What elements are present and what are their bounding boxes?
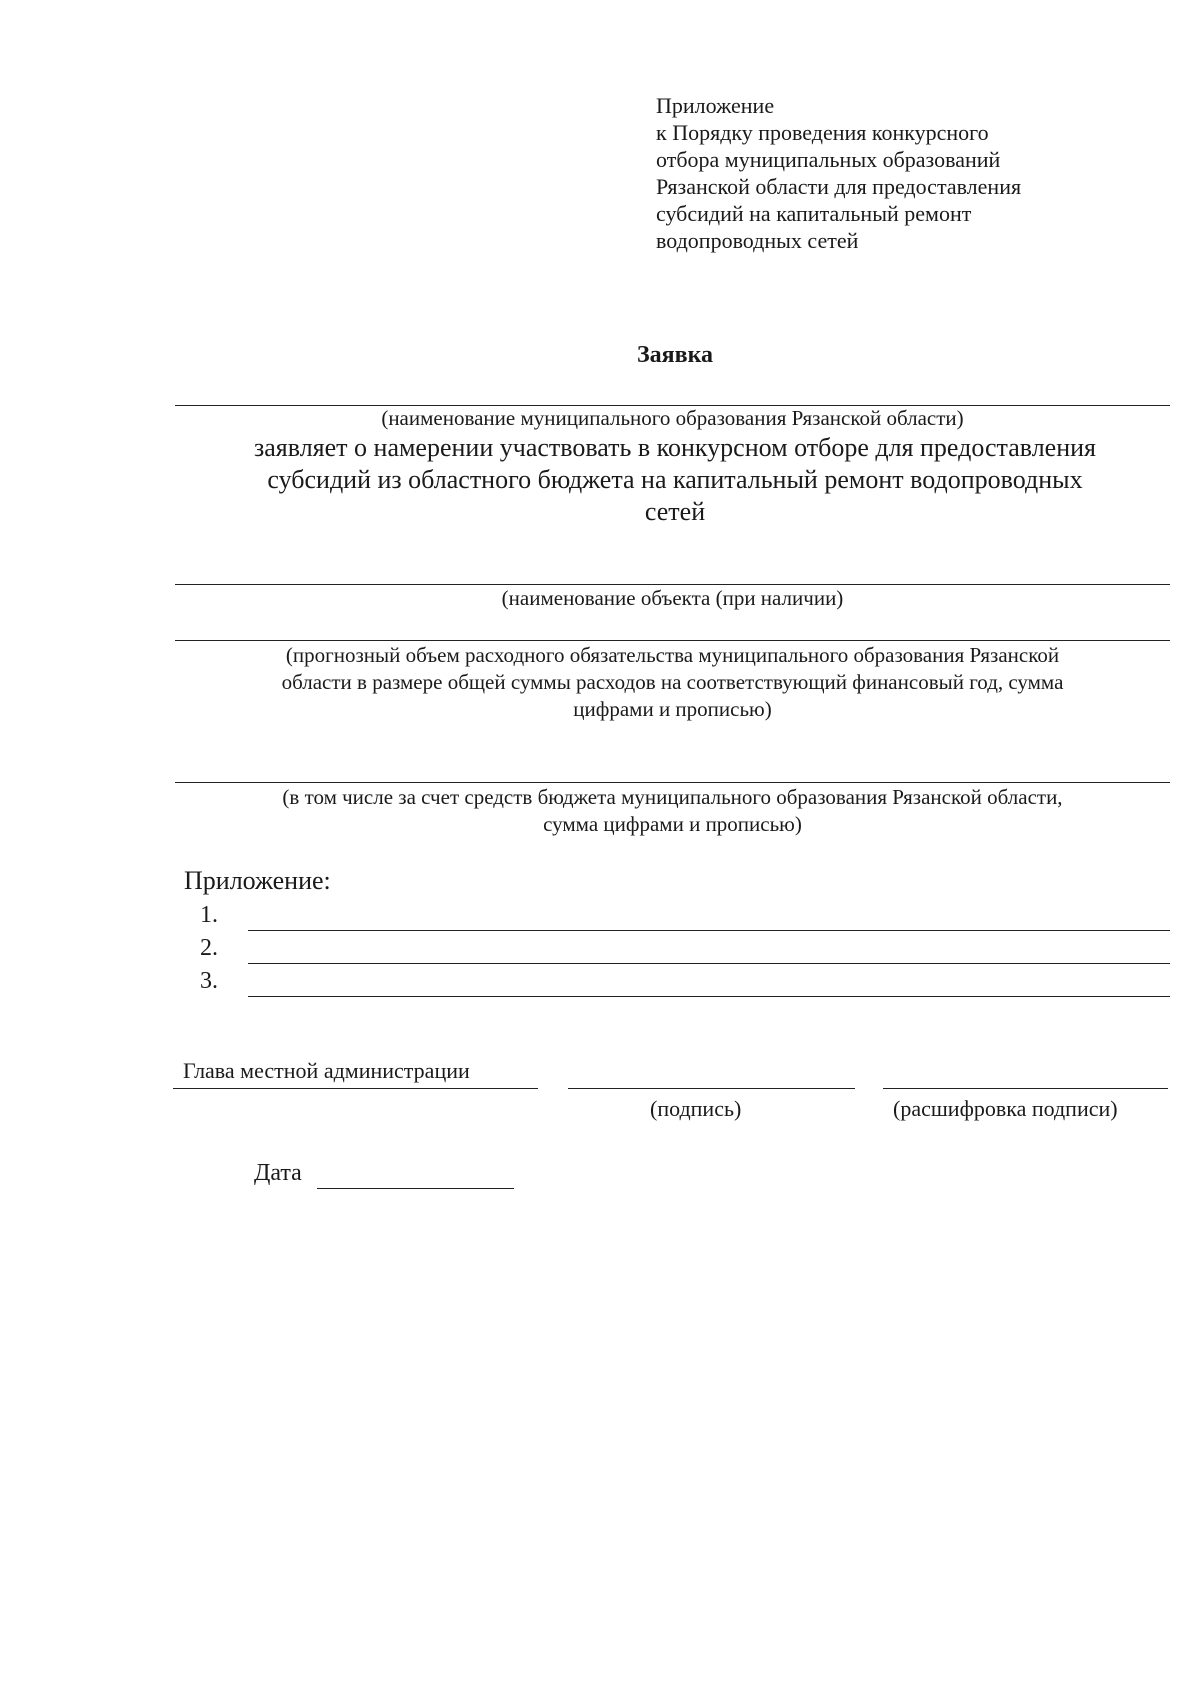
appendix-header-line: Приложение	[656, 93, 775, 118]
statement-line: субсидий из областного бюджета на капитальный ремонт водопроводных	[267, 465, 1083, 494]
signature-decoding-caption: (расшифровка подписи)	[893, 1096, 1118, 1121]
attachments-label: Приложение:	[184, 866, 331, 895]
forecast-expenditure-caption	[175, 642, 1170, 723]
object-name-caption: (наименование объекта (при наличии)	[501, 586, 844, 610]
forecast-expenditure-line[interactable]	[175, 640, 1170, 641]
attachment-item-3-line[interactable]	[248, 996, 1170, 997]
attachment-item-number: 3.	[200, 968, 218, 994]
attachment-item-number: 2.	[200, 935, 218, 961]
head-label-underline	[173, 1088, 538, 1089]
municipality-name-caption: (наименование муниципального образования Рязанской области)	[381, 406, 964, 430]
forecast-caption-line: области в размере общей суммы расходов на соответствующий финансовый год, сумма	[281, 670, 1064, 694]
forecast-caption-line: цифрами и прописью)	[573, 697, 772, 721]
appendix-header	[656, 92, 1136, 254]
statement-line: сетей	[644, 497, 706, 526]
signature-decoding-line[interactable]	[883, 1088, 1168, 1089]
statement-line: заявляет о намерении участвовать в конкурсном отборе для предоставления	[253, 433, 1097, 462]
budget-share-caption	[175, 784, 1170, 838]
document-title: Заявка	[636, 342, 714, 368]
attachment-item-2-line[interactable]	[248, 963, 1170, 964]
signature-caption: (подпись)	[650, 1096, 742, 1121]
date-line[interactable]	[317, 1188, 514, 1189]
attachment-item-number: 1.	[200, 902, 218, 928]
budget-caption-line: (в том числе за счет средств бюджета муниципального образования Рязанской области,	[282, 785, 1063, 809]
signature-line[interactable]	[568, 1088, 855, 1089]
head-of-administration-label: Глава местной администрации	[183, 1058, 470, 1083]
attachment-item-1-line[interactable]	[248, 930, 1170, 931]
forecast-caption-line: (прогнозный объем расходного обязательства муниципального образования Рязанской	[285, 643, 1060, 667]
appendix-header-line: Рязанской области для предоставления	[656, 174, 1022, 199]
appendix-header-line: субсидий на капитальный ремонт	[656, 201, 972, 226]
date-label: Дата	[254, 1160, 302, 1186]
budget-caption-line: сумма цифрами и прописью)	[543, 812, 802, 836]
appendix-header-line: к Порядку проведения конкурсного	[656, 120, 989, 145]
appendix-header-line: водопроводных сетей	[656, 228, 859, 253]
statement-text	[175, 432, 1175, 528]
appendix-header-line: отбора муниципальных образований	[656, 147, 1001, 172]
budget-share-line[interactable]	[175, 782, 1170, 783]
